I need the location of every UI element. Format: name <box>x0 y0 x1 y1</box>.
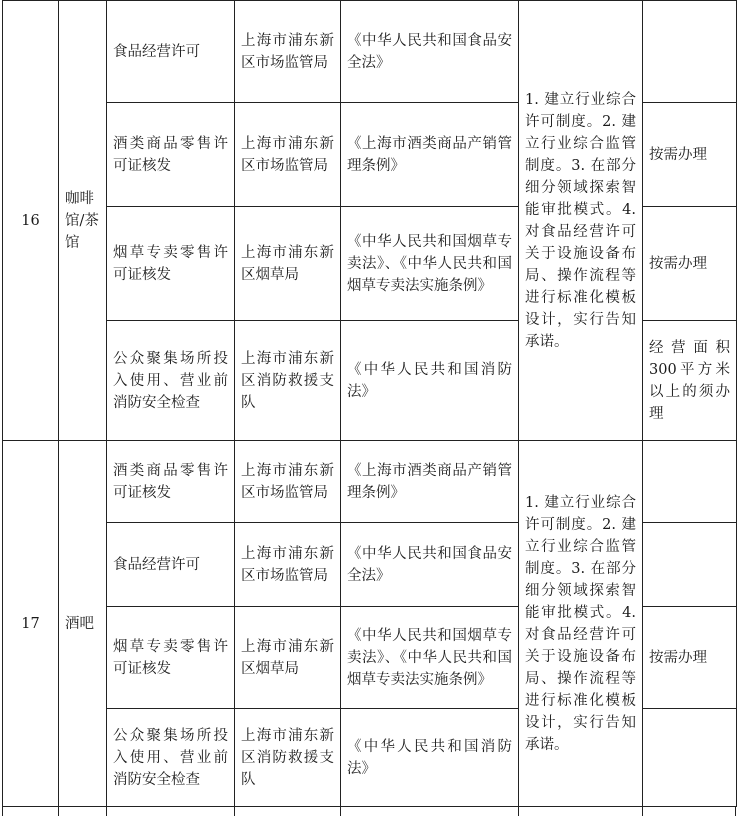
department: 上海市浦东新区消防救援支队 <box>235 321 341 441</box>
note: 按需办理 <box>643 103 737 207</box>
reform-measures: 1. 建立行业综合许可制度。2. 建立行业综合监管制度。3. 在部分细分领域探索智能审批模式。4. 对食品经营许可关于设施设备布局、操作流程等进行标准化模板设计，实行告知承诺。 <box>519 441 643 807</box>
legal-basis: 《中华人民共和国食品安全法》 <box>341 1 519 103</box>
business-type: 酒吧 <box>59 441 107 807</box>
department: 上海市浦东新区市场监管局 <box>235 523 341 607</box>
permit-item: 酒类商品零售许可证核发 <box>107 103 235 207</box>
legal-basis: 《中华人民共和国烟草专卖法》、《中华人民共和国烟草专卖法实施条例》 <box>341 207 519 321</box>
permit-item: 公众聚集场所投入使用、营业前消防安全检查 <box>107 321 235 441</box>
legal-basis: 《中华人民共和国消防法》 <box>341 321 519 441</box>
permit-item: 食品经营许可 <box>107 523 235 607</box>
department: 上海市浦东新区烟草局 <box>235 607 341 709</box>
permit-item: 食品经营许可 <box>107 1 235 103</box>
permit-item: 酒类商品零售许可证核发 <box>107 441 235 523</box>
reform-measures: 1. 建立行业综合许可制度。2. 建立行业综合监管制度。3. 在部分细分领域探索智能审批模式。4. 对食品经营许可关于设施设备布局、操作流程等进行标准化模板设计，实行告知承诺。 <box>519 1 643 441</box>
note <box>643 709 737 807</box>
legal-basis: 《中华人民共和国消防法》 <box>341 709 519 807</box>
table-row <box>3 1 737 103</box>
row-number: 17 <box>3 441 59 807</box>
department: 上海市浦东新区市场监管局 <box>235 103 341 207</box>
note: 按需办理 <box>643 607 737 709</box>
department: 上海市浦东新区市场监管局 <box>235 441 341 523</box>
note <box>643 523 737 607</box>
legal-basis: 《上海市酒类商品产销管理条例》 <box>341 103 519 207</box>
permit-table <box>2 0 737 807</box>
permit-item: 烟草专卖零售许可证核发 <box>107 607 235 709</box>
note <box>643 1 737 103</box>
note: 经营面积300平方米以上的须办理 <box>643 321 737 441</box>
note <box>643 441 737 523</box>
permit-item: 公众聚集场所投入使用、营业前消防安全检查 <box>107 709 235 807</box>
business-type: 咖啡馆/茶馆 <box>59 1 107 441</box>
legal-basis: 《上海市酒类商品产销管理条例》 <box>341 441 519 523</box>
legal-basis: 《中华人民共和国烟草专卖法》、《中华人民共和国烟草专卖法实施条例》 <box>341 607 519 709</box>
department: 上海市浦东新区烟草局 <box>235 207 341 321</box>
department: 上海市浦东新区市场监管局 <box>235 1 341 103</box>
department: 上海市浦东新区消防救援支队 <box>235 709 341 807</box>
row-number: 16 <box>3 1 59 441</box>
note: 按需办理 <box>643 207 737 321</box>
table-row <box>3 441 737 523</box>
permit-item: 烟草专卖零售许可证核发 <box>107 207 235 321</box>
legal-basis: 《中华人民共和国食品安全法》 <box>341 523 519 607</box>
